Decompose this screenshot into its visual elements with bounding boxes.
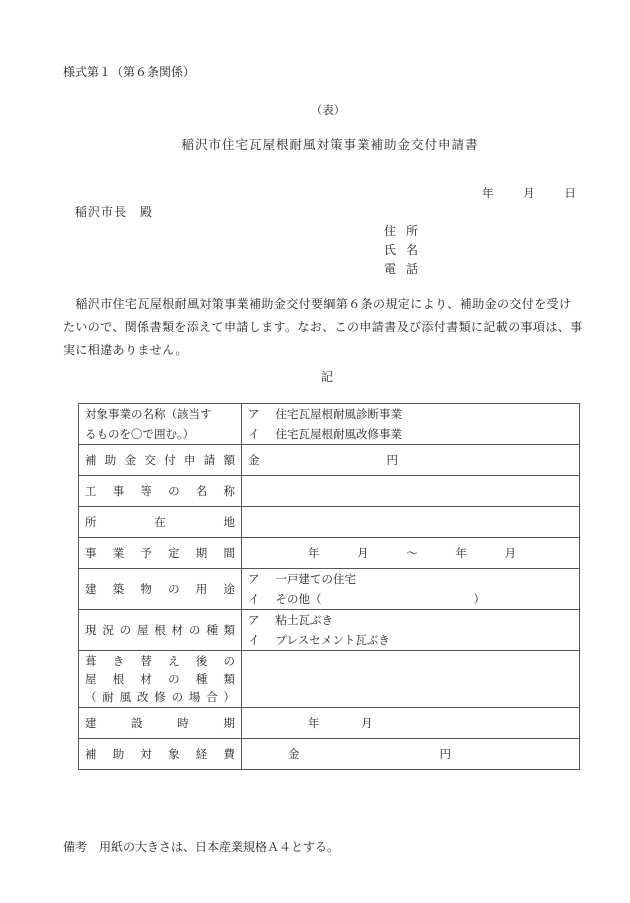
label-char: 定	[168, 546, 180, 560]
label-chars	[85, 581, 235, 597]
ki-heading: 記	[320, 370, 333, 384]
label-char: の	[223, 654, 235, 668]
label-char: ）	[223, 690, 235, 704]
label-char: 在	[154, 515, 166, 529]
period-end-month: 月	[504, 546, 517, 560]
form-number: 様式第１（第６条関係）	[63, 65, 196, 79]
label-char: 名	[406, 243, 419, 257]
value-subsidy-amount[interactable]	[242, 445, 580, 476]
applicant-phone-label	[384, 260, 418, 277]
document-title: 稲沢市住宅瓦屋根耐風対策事業補助金交付申請書	[181, 137, 479, 152]
label-period	[79, 538, 242, 569]
remarks: 備考 用紙の大きさは、日本産業規格Ａ４とする。	[63, 840, 340, 854]
label-char: 屋	[85, 672, 97, 686]
label-char: 耐	[102, 690, 114, 704]
period-end-year: 年	[455, 546, 467, 560]
label-char: 合	[206, 690, 218, 704]
option-text: プレスセメント瓦ぶき	[275, 633, 390, 647]
label-target-project	[79, 404, 242, 445]
label-char: 事	[112, 484, 125, 498]
label-char: 建	[85, 716, 97, 730]
option-i[interactable]	[248, 424, 573, 444]
option-marker: ア	[248, 407, 260, 421]
label-char: 類	[223, 623, 235, 637]
table-row-construction-date	[79, 708, 580, 739]
value-target-project[interactable]	[242, 404, 580, 445]
label-char: 場	[188, 690, 201, 704]
table-row-work-name	[79, 476, 580, 507]
label-chars	[85, 688, 235, 706]
label-char: 象	[168, 747, 180, 761]
option-text: その他（	[275, 592, 322, 606]
label-char: の	[171, 690, 184, 704]
label-char: 建	[85, 582, 97, 596]
label-chars	[85, 715, 235, 731]
label-building-use	[79, 569, 242, 610]
label-chars	[85, 670, 235, 688]
label-char: 途	[223, 582, 235, 596]
label-char: 助	[104, 453, 117, 467]
label-char: 葺	[85, 654, 97, 668]
value-location[interactable]	[242, 507, 580, 538]
period-start-month: 月	[357, 546, 369, 560]
label-char: 地	[223, 515, 235, 529]
label-char: 期	[223, 716, 235, 730]
label-char: 業	[112, 546, 125, 560]
label-char: 改	[136, 690, 149, 704]
value-construction-date[interactable]	[242, 708, 580, 739]
label-char: 後	[195, 654, 208, 668]
table-row-eligible-cost	[79, 739, 580, 770]
option-text: 住宅瓦屋根耐風改修事業	[275, 427, 402, 441]
label-work-name	[79, 476, 242, 507]
yen-prefix: 金	[288, 747, 300, 761]
option-text: 一戸建ての住宅	[275, 572, 356, 586]
label-chars	[85, 452, 235, 468]
label-char: 称	[223, 484, 235, 498]
label-char: 経	[195, 747, 208, 761]
label-char: 工	[85, 484, 97, 498]
option-marker: イ	[248, 427, 260, 441]
table-row-period	[79, 538, 580, 569]
label-char: 電	[384, 262, 397, 276]
period-tilde: ～	[406, 546, 418, 560]
label-char: （	[85, 690, 97, 704]
label-chars	[85, 514, 235, 530]
value-current-roof[interactable]	[242, 610, 580, 651]
period-start-year: 年	[308, 546, 320, 560]
label-eligible-cost	[79, 739, 242, 770]
label-char: 名	[195, 484, 208, 498]
label-line: 対象事業の名称（該当す	[85, 407, 212, 421]
label-char: 事	[85, 546, 97, 560]
label-chars	[85, 622, 235, 638]
label-char: 現	[85, 623, 97, 637]
label-line: るものを〇で囲む。）	[85, 427, 195, 441]
value-eligible-cost[interactable]	[242, 739, 580, 770]
label-char: 類	[223, 672, 235, 686]
label-chars	[85, 545, 235, 561]
body-paragraph: 稲沢市住宅瓦屋根耐風対策事業補助金交付要綱第６条の規定により、補助金の交付を受けたいので、関係書類を添えて申請します。なお、この申請書及び添付書類に記載の事項は、事実に相違ありません。	[63, 297, 583, 357]
label-char: 請	[203, 453, 216, 467]
label-char: 住	[384, 224, 397, 238]
label-char: 所	[406, 224, 419, 238]
label-char: 修	[154, 690, 166, 704]
label-char: 助	[112, 747, 125, 761]
value-building-use[interactable]	[242, 569, 580, 610]
label-char: 所	[85, 515, 97, 529]
label-char: 費	[223, 747, 235, 761]
construction-month: 月	[361, 716, 373, 730]
label-char: 風	[119, 690, 132, 704]
label-char: 額	[223, 453, 235, 467]
option-marker: イ	[248, 633, 260, 647]
option-marker: ア	[248, 572, 260, 586]
label-char: 材	[140, 672, 152, 686]
addressee: 稲沢市長 殿	[75, 205, 154, 219]
date-year: 年	[482, 186, 494, 200]
yen-suffix: 円	[439, 747, 451, 761]
value-work-name[interactable]	[242, 476, 580, 507]
label-char: 設	[131, 716, 143, 730]
label-char: 氏	[384, 243, 397, 257]
label-char: え	[168, 654, 180, 668]
table-row-location	[79, 507, 580, 538]
side-label: （表）	[310, 103, 346, 117]
label-char: 物	[140, 582, 152, 596]
value-new-roof[interactable]	[242, 651, 580, 708]
label-char: 屋	[136, 623, 149, 637]
label-char: の	[168, 582, 180, 596]
label-subsidy-amount	[79, 445, 242, 476]
label-char: 況	[102, 623, 114, 637]
table-row-target-project	[79, 404, 580, 445]
label-char: の	[168, 672, 180, 686]
yen-prefix: 金	[248, 453, 260, 467]
applicant-name-label	[384, 241, 418, 258]
label-char: 交	[144, 453, 156, 467]
option-marker: イ	[248, 592, 260, 606]
construction-year: 年	[308, 716, 320, 730]
table-row-current-roof	[79, 610, 580, 651]
date-line	[482, 185, 576, 201]
yen-suffix: 円	[386, 453, 398, 467]
value-period[interactable]	[242, 538, 580, 569]
option-text: 住宅瓦屋根耐風診断事業	[275, 407, 402, 421]
label-char: 期	[195, 546, 208, 560]
label-char: 替	[140, 654, 152, 668]
option-i[interactable]	[248, 589, 573, 609]
label-char: 補	[85, 747, 97, 761]
label-char: 時	[177, 716, 189, 730]
label-chars	[85, 652, 235, 670]
label-char: 等	[140, 484, 152, 498]
label-char: 根	[154, 623, 166, 637]
table-row-subsidy-amount	[79, 445, 580, 476]
date-month: 月	[523, 186, 535, 200]
label-chars	[85, 746, 235, 762]
label-char: 予	[140, 546, 152, 560]
label-current-roof	[79, 610, 242, 651]
label-char: 種	[195, 672, 208, 686]
label-char: 間	[223, 546, 235, 560]
label-char: 申	[183, 453, 196, 467]
label-chars	[85, 483, 235, 499]
option-marker: ア	[248, 613, 260, 627]
option-i[interactable]	[248, 630, 573, 650]
date-day: 日	[564, 186, 576, 200]
application-table	[78, 403, 580, 770]
label-char: 材	[171, 623, 184, 637]
label-char: 用	[195, 582, 208, 596]
label-construction-date	[79, 708, 242, 739]
option-a[interactable]	[248, 569, 573, 589]
option-a[interactable]	[248, 610, 573, 630]
table-row-building-use	[79, 569, 580, 610]
label-char: き	[112, 654, 125, 668]
label-char: 種	[206, 623, 218, 637]
applicant-address-label	[384, 222, 418, 239]
option-a[interactable]	[248, 404, 573, 424]
label-char: 築	[112, 582, 125, 596]
option-close-paren: ）	[473, 592, 485, 606]
label-location	[79, 507, 242, 538]
label-char: 対	[140, 747, 152, 761]
label-char: 根	[112, 672, 125, 686]
label-char: の	[188, 623, 201, 637]
option-text: 粘土瓦ぶき	[275, 613, 333, 627]
label-char: 金	[124, 453, 137, 467]
label-char: 補	[85, 453, 97, 467]
label-char: の	[119, 623, 132, 637]
label-char: の	[168, 484, 180, 498]
table-row-new-roof	[79, 651, 580, 708]
label-char: 付	[164, 453, 176, 467]
label-new-roof	[79, 651, 242, 708]
label-char: 話	[406, 262, 419, 276]
